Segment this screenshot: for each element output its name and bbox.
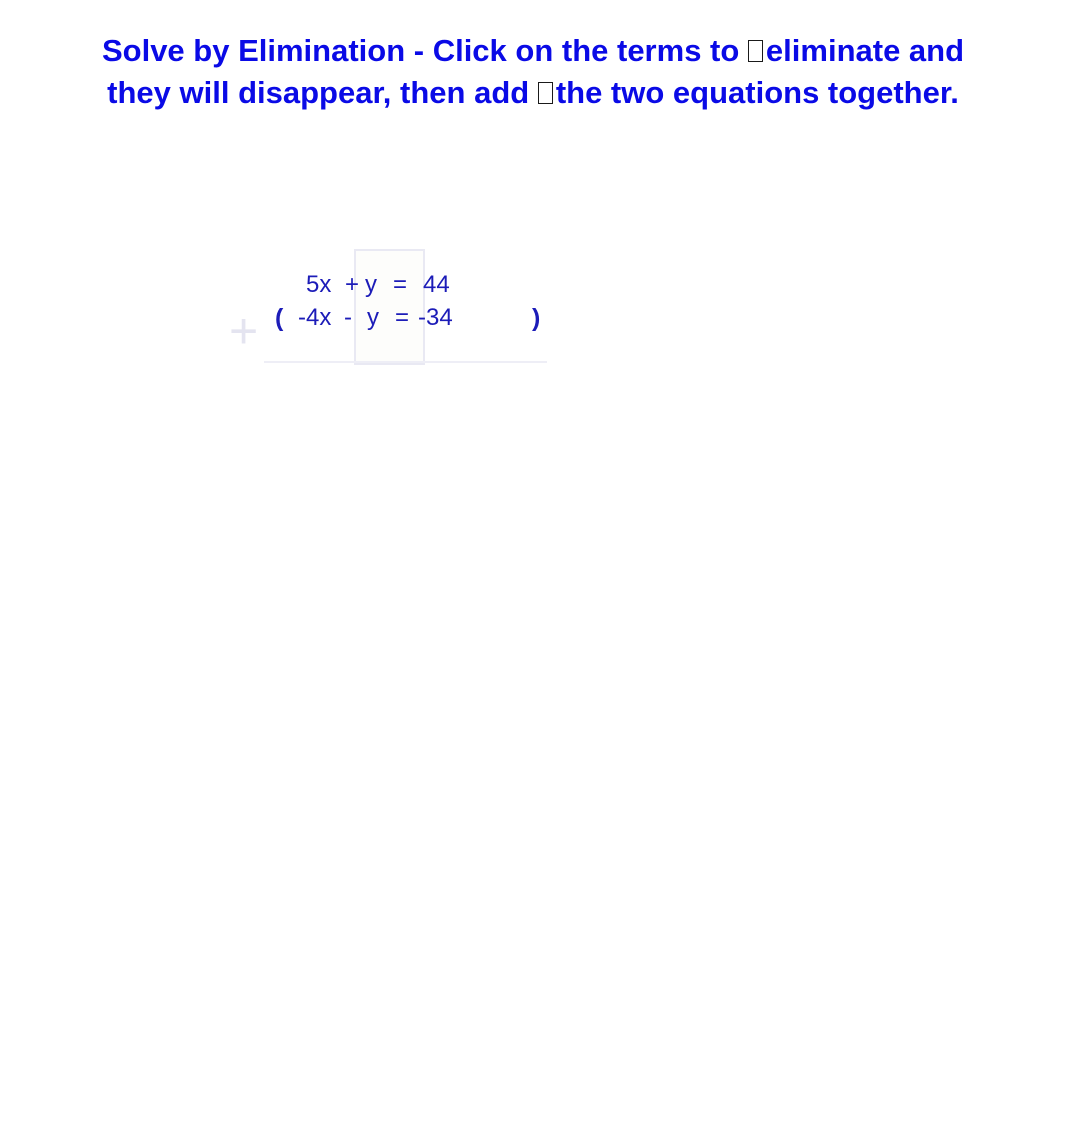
- title-line-1-text: Solve by Elimination - Click on the terms to: [101, 33, 748, 68]
- eq2-operator: -: [344, 304, 352, 331]
- eq1-y-term[interactable]: y: [365, 271, 377, 298]
- title-line-1-end: eliminate and: [765, 33, 965, 68]
- sum-divider-line: [264, 361, 547, 363]
- eq2-x-term[interactable]: -4x: [298, 304, 332, 331]
- eq1-operator: +: [345, 271, 360, 298]
- title-line-2-text: they will disappear, then add: [107, 75, 538, 110]
- eq2-close-paren: ): [532, 304, 541, 332]
- eq2-y-term[interactable]: y: [367, 304, 379, 331]
- term-drop-zone[interactable]: [354, 249, 425, 365]
- eq1-constant[interactable]: 44: [423, 271, 450, 298]
- add-equations-plus[interactable]: +: [229, 303, 259, 359]
- eq2-equals: =: [395, 304, 410, 331]
- eq1-x-term[interactable]: 5x: [306, 271, 332, 298]
- eq1-equals: =: [393, 271, 408, 298]
- eq2-open-paren: (: [275, 304, 284, 332]
- eq2-constant[interactable]: -34: [418, 304, 453, 331]
- title-line-2-end: the two equations together.: [555, 75, 959, 110]
